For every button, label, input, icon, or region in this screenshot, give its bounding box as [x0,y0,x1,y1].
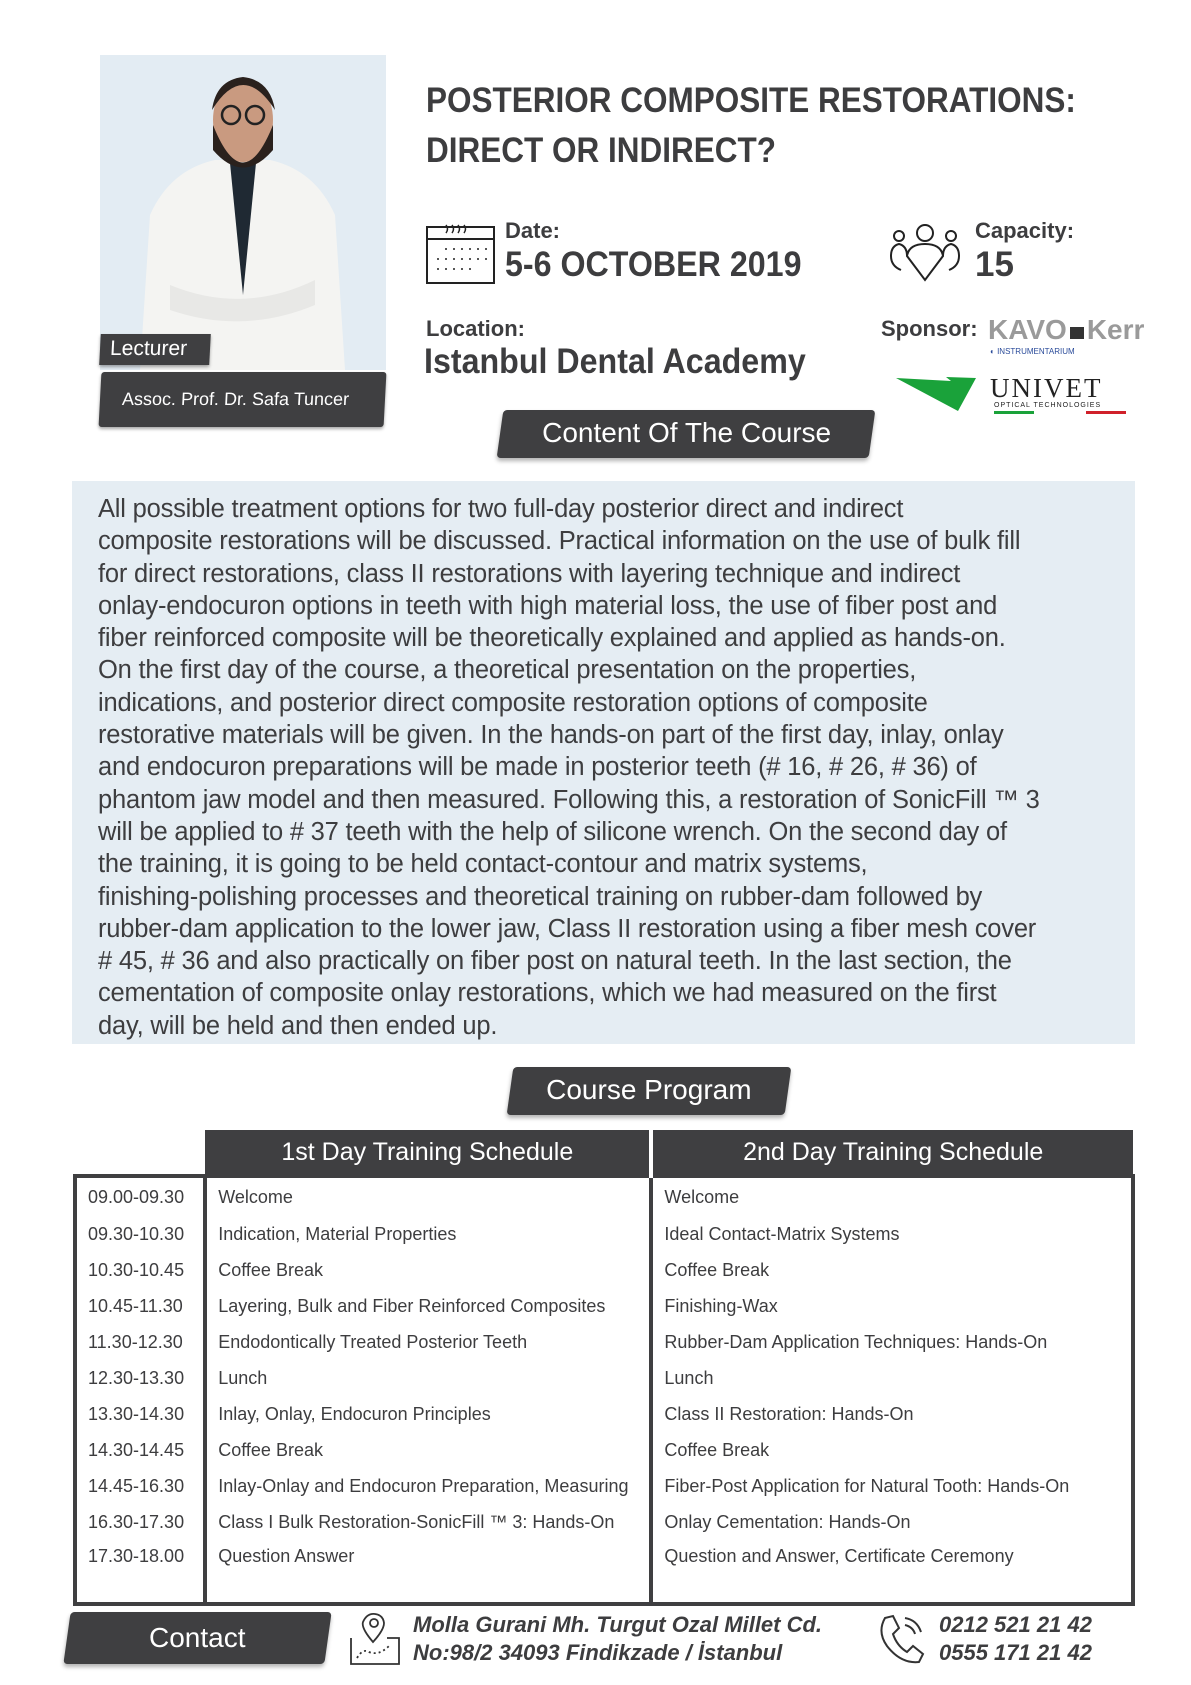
day2-cell: Class II Restoration: Hands-On [651,1396,1133,1432]
schedule-row [75,1504,1133,1540]
phone-1[interactable]: 0212 521 21 42 [939,1612,1092,1637]
instrumentarium-mark-icon: ◐ [990,347,995,356]
day1-cell: Class I Bulk Restoration-SonicFill ™ 3: Hands-On [205,1504,651,1540]
course-title [426,76,1076,176]
capacity-label: Capacity: [975,218,1075,243]
content-banner [497,410,876,458]
day1-cell: Coffee Break [205,1252,651,1288]
program-banner [507,1067,792,1115]
schedule-row [75,1540,1133,1604]
schedule-row [75,1396,1133,1432]
blank-header [75,1130,205,1176]
day1-header: 1st Day Training Schedule [205,1130,651,1176]
day2-cell: Welcome [651,1176,1133,1216]
kavo-kerr-logo [988,314,1144,346]
program-banner-label: Course Program [546,1074,752,1105]
day1-cell: Question Answer [205,1540,651,1604]
contact-banner-label: Contact [149,1622,246,1653]
schedule-row [75,1216,1133,1252]
description-line: rubber-dam application to the lower jaw, Class II restoration using a fiber mesh cover [98,914,1037,943]
day2-header: 2nd Day Training Schedule [651,1130,1133,1176]
time-cell: 12.30-13.30 [75,1360,205,1396]
day2-cell: Onlay Cementation: Hands-On [651,1504,1133,1540]
schedule-row [75,1252,1133,1288]
time-cell: 09.30-10.30 [75,1216,205,1252]
schedule-table [73,1130,1135,1606]
lecturer-tag: Lecturer [99,334,211,365]
phone-icon [875,1612,927,1666]
location-label: Location: [426,316,525,341]
univet-green-stripe [994,411,1034,414]
people-icon [887,222,963,286]
phone-numbers [939,1611,1092,1667]
calendar-icon [426,219,496,285]
day1-cell: Inlay-Onlay and Endocuron Preparation, Measuring [205,1468,651,1504]
schedule-row [75,1360,1133,1396]
time-cell: 17.30-18.00 [75,1540,205,1604]
univet-logo [896,375,1128,415]
description-line: phantom jaw model and then measured. Following this, a restoration of SonicFill ™ 3 [98,785,1040,814]
time-cell: 14.30-14.45 [75,1432,205,1468]
contact-banner [63,1612,331,1664]
univet-tagline: OPTICAL TECHNOLOGIES [994,402,1102,409]
schedule-body [75,1176,1133,1604]
lecturer-name: Assoc. Prof. Dr. Safa Tuncer [99,372,387,427]
kerr-logo-text: Kerr [1086,314,1145,345]
day1-cell: Indication, Material Properties [205,1216,651,1252]
schedule-row [75,1468,1133,1504]
description-line: finishing-polishing processes and theoretical training on rubber-dam followed by [98,882,983,911]
day1-cell: Inlay, Onlay, Endocuron Principles [205,1396,651,1432]
day1-cell: Endodontically Treated Posterior Teeth [205,1324,651,1360]
description-line: composite restorations will be discussed. Practical information on the use of bulk fill [98,527,1021,556]
description-line: and endocuron preparations will be made in posterior teeth (# 16, # 26, # 36) of [98,753,977,782]
description-line: cementation of composite onlay restorations, which we had measured on the first [98,979,997,1008]
phone-2[interactable]: 0555 171 21 42 [939,1640,1092,1665]
day1-cell: Layering, Bulk and Fiber Reinforced Composites [205,1288,651,1324]
day2-cell: Coffee Break [651,1432,1133,1468]
description-line: day, will be held and then ended up. [98,1011,498,1040]
description-line: indications, and posterior direct composite restoration options of composite [98,688,928,717]
date-label: Date: [505,218,561,243]
capacity-value: 15 [975,245,1014,284]
time-cell: 14.45-16.30 [75,1468,205,1504]
univet-v-mark-icon [896,375,976,415]
address-line-2: No:98/2 34093 Findikzade / İstanbul [413,1640,783,1665]
lecturer-photo [100,55,386,370]
location-value: Istanbul Dental Academy [424,342,806,381]
day2-cell: Fiber-Post Application for Natural Tooth: Hands-On [651,1468,1133,1504]
schedule-row [75,1324,1133,1360]
day2-cell: Coffee Break [651,1252,1133,1288]
description-line: All possible treatment options for two full-day posterior direct and indirect [98,495,904,523]
title-line-2: DIRECT OR INDIRECT? [426,131,777,170]
content-banner-label: Content Of The Course [541,417,831,448]
schedule-row [75,1288,1133,1324]
address-line-1: Molla Gurani Mh. Turgut Ozal Millet Cd. [413,1612,823,1637]
title-line-1: POSTERIOR COMPOSITE RESTORATIONS: [426,81,1076,120]
day2-cell: Question and Answer, Certificate Ceremony [651,1540,1133,1604]
day2-cell: Finishing-Wax [651,1288,1133,1324]
time-cell: 16.30-17.30 [75,1504,205,1540]
time-cell: 11.30-12.30 [75,1324,205,1360]
logo-divider [1070,327,1084,339]
description-line: for direct restorations, class II restorations with layering technique and indirect [98,559,961,588]
time-cell: 10.45-11.30 [75,1288,205,1324]
course-description [72,481,1135,1044]
univet-red-stripe [1086,411,1126,414]
instrumentarium-logo-text: INSTRUMENTARIUM [997,347,1075,356]
description-line: restorative materials will be given. In the hands-on part of the first day, inlay, onlay [98,721,1004,750]
sponsor-label: Sponsor: [881,316,978,341]
address [413,1611,822,1667]
schedule-row [75,1432,1133,1468]
day1-cell: Coffee Break [205,1432,651,1468]
day2-cell: Ideal Contact-Matrix Systems [651,1216,1133,1252]
description-line: # 45, # 36 and also practically on fiber post on natural teeth. In the last section, the [98,947,1012,976]
time-cell: 10.30-10.45 [75,1252,205,1288]
time-cell: 09.00-09.30 [75,1176,205,1216]
day2-cell: Lunch [651,1360,1133,1396]
description-line: will be applied to # 37 teeth with the help of silicone wrench. On the second day of [98,817,1007,846]
univet-logo-text: UNIVET [990,373,1103,403]
date-value: 5-6 OCTOBER 2019 [505,245,802,284]
time-cell: 13.30-14.30 [75,1396,205,1432]
instrumentarium-logo [990,347,1075,356]
schedule-row [75,1176,1133,1216]
kavo-logo-text: KAVO [988,314,1067,345]
day1-cell: Lunch [205,1360,651,1396]
day2-cell: Rubber-Dam Application Techniques: Hands-On [651,1324,1133,1360]
day1-cell: Welcome [205,1176,651,1216]
schedule-header-row [75,1130,1133,1176]
description-line: On the first day of the course, a theoretical presentation on the properties, [98,656,917,685]
description-line: fiber reinforced composite will be theoretically explained and applied as hands-on. [98,624,1006,653]
map-pin-icon [349,1612,401,1666]
description-line: onlay-endocuron options in teeth with high material loss, the use of fiber post and [98,591,998,620]
description-line: the training, it is going to be held contact-contour and matrix systems, [98,850,868,879]
